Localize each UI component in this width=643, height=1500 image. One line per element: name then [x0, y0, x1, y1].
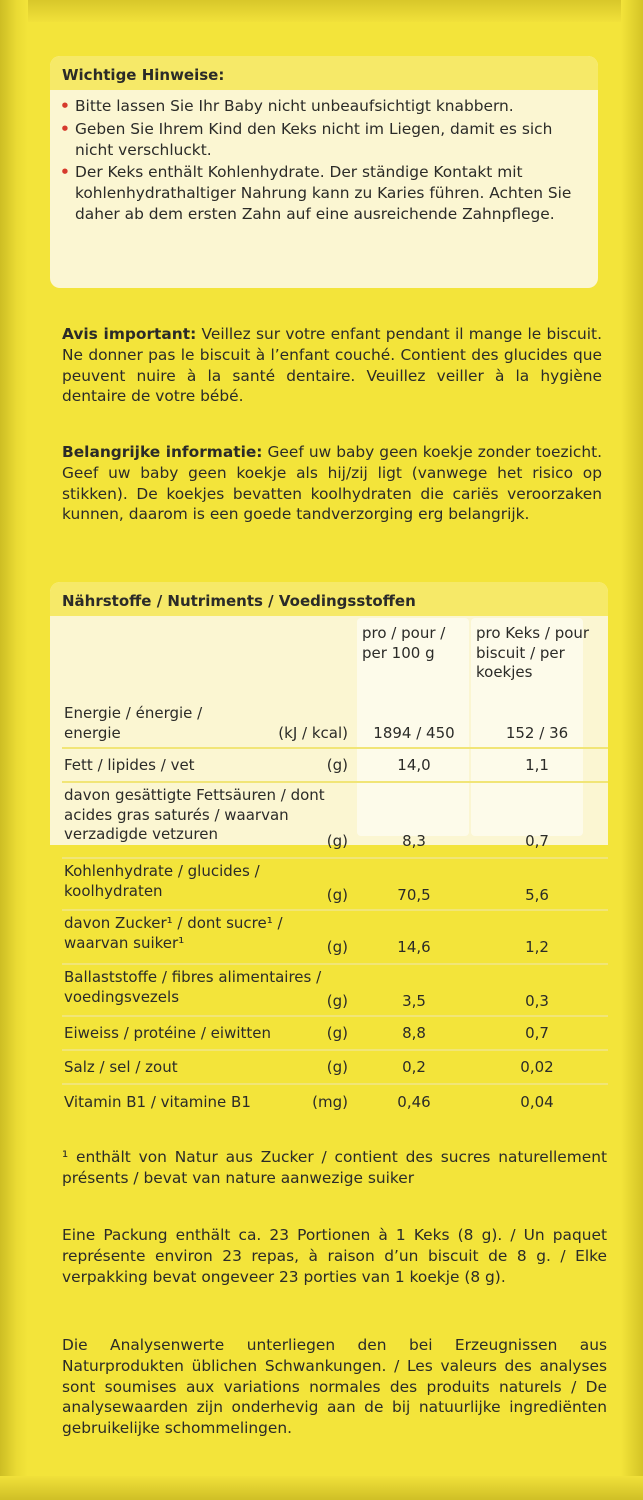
value-per-biscuit: 152 / 36	[505, 724, 569, 742]
nutrition-row	[62, 861, 608, 911]
warning-text: Geben Sie Ihrem Kind den Keks nicht im Liegen, damit es sich nicht verschluckt.	[75, 119, 553, 159]
nutrition-header-row	[62, 620, 608, 698]
value-per-100g: 1894 / 450	[373, 724, 455, 742]
portions-info: Eine Packung enthält ca. 23 Portionen à 1 Keks (8 g). / Un paquet représente environ 23 repas, à raison d’un biscuit de 8 g. / Elke verpakking bevat ongeveer 23 porties van 1 koekje (8 g).	[62, 1226, 607, 1286]
nutrient-unit: (g)	[326, 938, 348, 956]
nutrient-unit: (g)	[326, 1058, 348, 1076]
header-per-100g: pro / pour / per 100 g	[362, 624, 446, 662]
value-per-100g: 0,46	[397, 1093, 431, 1111]
value-per-100g: 3,5	[402, 992, 426, 1010]
value-per-100g: 14,6	[397, 938, 431, 956]
nutrient-label: Eiweiss / protéine / eiwitten	[64, 1024, 271, 1042]
nutrient-label: Fett / lipides / vet	[64, 756, 195, 774]
nutrition-row	[62, 751, 608, 783]
nutrient-unit: (g)	[326, 832, 348, 850]
value-per-100g: 14,0	[397, 756, 431, 774]
warnings-list	[50, 90, 598, 225]
package-edge-left	[0, 0, 28, 1500]
nutrient-label: Kohlenhydrate / glucides / koolhydraten	[64, 862, 260, 900]
dutch-notice-text: Geef uw baby geen koekje zonder toezicht. Geef uw baby geen koekje als hij/zij ligt (vanwege het risico op stikken). De koekjes bevatten koolhydraten die cariës veroorzaken kunnen, daarom is een goede tandverzorging erg belangrijk.	[62, 443, 602, 524]
dutch-notice	[62, 442, 602, 525]
nutrient-label: Vitamin B1 / vitamine B1	[64, 1093, 251, 1111]
nutrition-row	[62, 967, 608, 1017]
nutrient-label: Energie / énergie / energie	[64, 704, 203, 742]
value-per-biscuit: 0,04	[520, 1093, 554, 1111]
value-per-100g: 0,2	[402, 1058, 426, 1076]
value-per-biscuit: 1,1	[525, 756, 549, 774]
value-per-biscuit: 1,2	[525, 938, 549, 956]
package-edge-top	[0, 0, 643, 22]
warning-text: Der Keks enthält Kohlenhydrate. Der ständige Kontakt mit kohlenhydrathaltiger Nahrung kann zu Karies führen. Achten Sie daher ab dem ersten Zahn auf eine ausreichende Zahnpflege.	[75, 163, 572, 223]
nutrition-title: Nährstoffe / Nutriments / Voedingsstoffen	[50, 582, 608, 616]
package-edge-right	[621, 0, 643, 1500]
bullet-dot-icon: •	[60, 97, 70, 115]
french-notice	[62, 324, 602, 407]
value-per-biscuit: 0,7	[525, 1024, 549, 1042]
nutrient-unit: (g)	[326, 886, 348, 904]
value-per-100g: 8,8	[402, 1024, 426, 1042]
analysis-info: Die Analysenwerte unterliegen den bei Erzeugnissen aus Naturprodukten üblichen Schwankungen. / Les valeurs des analyses sont soumises aux variations normales des produits naturels / De analysewaarden zijn onderhevig aan de bij natuurlijke ingrediënten gebruikelijke schommelingen.	[62, 1336, 607, 1438]
nutrient-label: Salz / sel / zout	[64, 1058, 178, 1076]
nutrient-label: davon gesättigte Fettsäuren / dont acides gras saturés / waarvan verzadigde vetzuren	[64, 786, 325, 844]
nutrition-row	[62, 913, 608, 965]
package-edge-bottom	[0, 1476, 643, 1500]
warnings-title: Wichtige Hinweise:	[50, 56, 598, 90]
nutrient-unit: (g)	[326, 992, 348, 1010]
value-per-biscuit: 0,7	[525, 832, 549, 850]
nutrient-label: Ballaststoffe / fibres alimentaires / voedingsvezels	[64, 968, 322, 1006]
value-per-biscuit: 0,02	[520, 1058, 554, 1076]
value-per-biscuit: 5,6	[525, 886, 549, 904]
french-notice-text: Veillez sur votre enfant pendant il mange le biscuit. Ne donner pas le biscuit à l’enfant couché. Contient des glucides que peuvent nuire à la santé dentaire. Veuillez veiller à la hygiène dentaire de votre bébé.	[62, 325, 602, 406]
nutrition-row	[62, 1019, 608, 1051]
value-per-100g: 8,3	[402, 832, 426, 850]
bullet-dot-icon: •	[60, 119, 70, 138]
warnings-box	[50, 56, 598, 288]
nutrient-label: davon Zucker¹ / dont sucre¹ / waarvan suiker¹	[64, 914, 283, 952]
nutrition-row	[62, 785, 608, 859]
nutrient-unit: (mg)	[312, 1093, 348, 1111]
header-per-biscuit: pro Keks / pour biscuit / per koekjes	[476, 624, 590, 682]
warning-text: Bitte lassen Sie Ihr Baby nicht unbeaufsichtigt knabbern.	[75, 97, 514, 115]
nutrient-unit: (kJ / kcal)	[278, 724, 348, 742]
nutrition-row	[62, 1053, 608, 1085]
nutrient-unit: (g)	[326, 756, 348, 774]
warning-item	[60, 162, 588, 224]
nutrition-row	[62, 703, 608, 749]
sugar-footnote: ¹ enthält von Natur aus Zucker / contient des sucres naturellement présents / bevat van nature aanwezige suiker	[62, 1148, 607, 1187]
warning-item	[60, 96, 588, 117]
warning-item	[60, 119, 588, 161]
value-per-100g: 70,5	[397, 886, 431, 904]
value-per-biscuit: 0,3	[525, 992, 549, 1010]
french-notice-label: Avis important:	[62, 325, 197, 343]
nutrition-row	[62, 1087, 608, 1119]
bullet-dot-icon: •	[60, 163, 70, 182]
nutrient-unit: (g)	[326, 1024, 348, 1042]
dutch-notice-label: Belangrijke informatie:	[62, 443, 263, 461]
